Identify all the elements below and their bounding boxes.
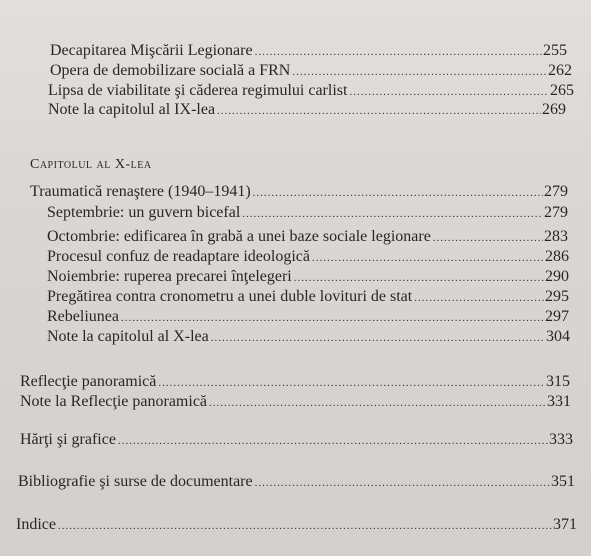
toc-entry xyxy=(20,431,573,449)
toc-entry-title: Note la capitolul al IX-lea xyxy=(48,101,216,118)
toc-entry-page: 269 xyxy=(542,101,566,118)
toc-entry-page: 255 xyxy=(543,42,567,59)
toc-entry-title: Opera de demobilizare socială a FRN xyxy=(50,62,291,79)
toc-entry-title: Octombrie: edificarea în grabă a unei baze sociale legionare xyxy=(47,228,431,245)
toc-entry-page: 331 xyxy=(547,393,571,410)
dot-leader xyxy=(255,45,542,59)
toc-entry xyxy=(47,288,569,306)
dot-leader xyxy=(121,311,544,325)
toc-entry-page: 371 xyxy=(553,516,577,533)
dot-leader xyxy=(255,476,550,490)
toc-entry xyxy=(47,268,569,286)
dot-leader xyxy=(158,376,545,390)
chapter-title-entry xyxy=(30,183,568,201)
toc-entry-title: Bibliografie şi surse de documentare xyxy=(18,473,253,490)
toc-entry-title: Septembrie: un guvern bicefal xyxy=(47,204,241,221)
dot-leader xyxy=(242,207,543,221)
toc-entry-title: Indice xyxy=(16,516,56,533)
toc-entry-title: Noiembrie: ruperea precarei înţelegeri xyxy=(47,268,292,285)
toc-entry-title: Procesul confuz de readaptare ideologică xyxy=(47,248,310,265)
toc-entry xyxy=(48,82,574,100)
toc-entry-page: 286 xyxy=(545,248,569,265)
dot-leader xyxy=(312,251,544,265)
toc-entry-page: 279 xyxy=(544,204,568,221)
toc-entry xyxy=(18,473,575,491)
toc-entry-page: 333 xyxy=(549,431,573,448)
toc-entry-page: 295 xyxy=(545,288,569,305)
toc-entry-title: Lipsa de viabilitate şi căderea regimului carlist xyxy=(48,82,348,99)
toc-entry-title: Hărţi şi grafice xyxy=(20,431,116,448)
chapter-heading: Capitolul al X-lea xyxy=(30,157,152,172)
toc-entry-page: 279 xyxy=(544,183,568,200)
toc-entry-page: 283 xyxy=(544,228,568,245)
toc-entry xyxy=(20,373,570,391)
dot-leader xyxy=(118,434,548,448)
toc-entry-page: 290 xyxy=(545,268,569,285)
dot-leader xyxy=(433,231,543,245)
dot-leader xyxy=(292,65,547,79)
toc-entry-page: 351 xyxy=(551,473,575,490)
toc-entry-title: Rebeliunea xyxy=(47,308,119,325)
toc-entry xyxy=(47,228,568,246)
toc-entry-page: 297 xyxy=(545,308,569,325)
toc-entry-title: Traumatică renaştere (1940–1941) xyxy=(30,183,251,200)
toc-entry xyxy=(48,101,566,119)
dot-leader xyxy=(211,331,545,345)
toc-entry xyxy=(20,393,571,411)
toc-entry-title: Pregătirea contra cronometru a unei duble lovituri de stat xyxy=(47,288,413,305)
toc-entry xyxy=(47,204,568,222)
dot-leader xyxy=(209,396,546,410)
toc-entry-page: 315 xyxy=(546,373,570,390)
dot-leader xyxy=(414,291,544,305)
toc-entry-title: Note la capitolul al X-lea xyxy=(47,328,209,345)
dot-leader xyxy=(58,519,552,533)
toc-entry-title: Reflecţie panoramică xyxy=(20,373,157,390)
toc-entry xyxy=(47,248,569,266)
toc-entry xyxy=(47,308,569,326)
toc-entry xyxy=(47,328,570,346)
toc-entry xyxy=(16,516,577,534)
toc-entry-page: 265 xyxy=(550,82,574,99)
dot-leader xyxy=(217,104,541,118)
toc-entry xyxy=(50,62,572,80)
dot-leader xyxy=(294,271,544,285)
toc-entry-title: Note la Reflecţie panoramică xyxy=(20,393,208,410)
toc-entry-page: 262 xyxy=(548,62,572,79)
dot-leader xyxy=(253,186,543,200)
toc-entry-page: 304 xyxy=(546,328,570,345)
dot-leader xyxy=(349,85,549,99)
toc-entry-title: Decapitarea Mişcării Legionare xyxy=(50,42,253,59)
toc-entry xyxy=(50,42,567,60)
